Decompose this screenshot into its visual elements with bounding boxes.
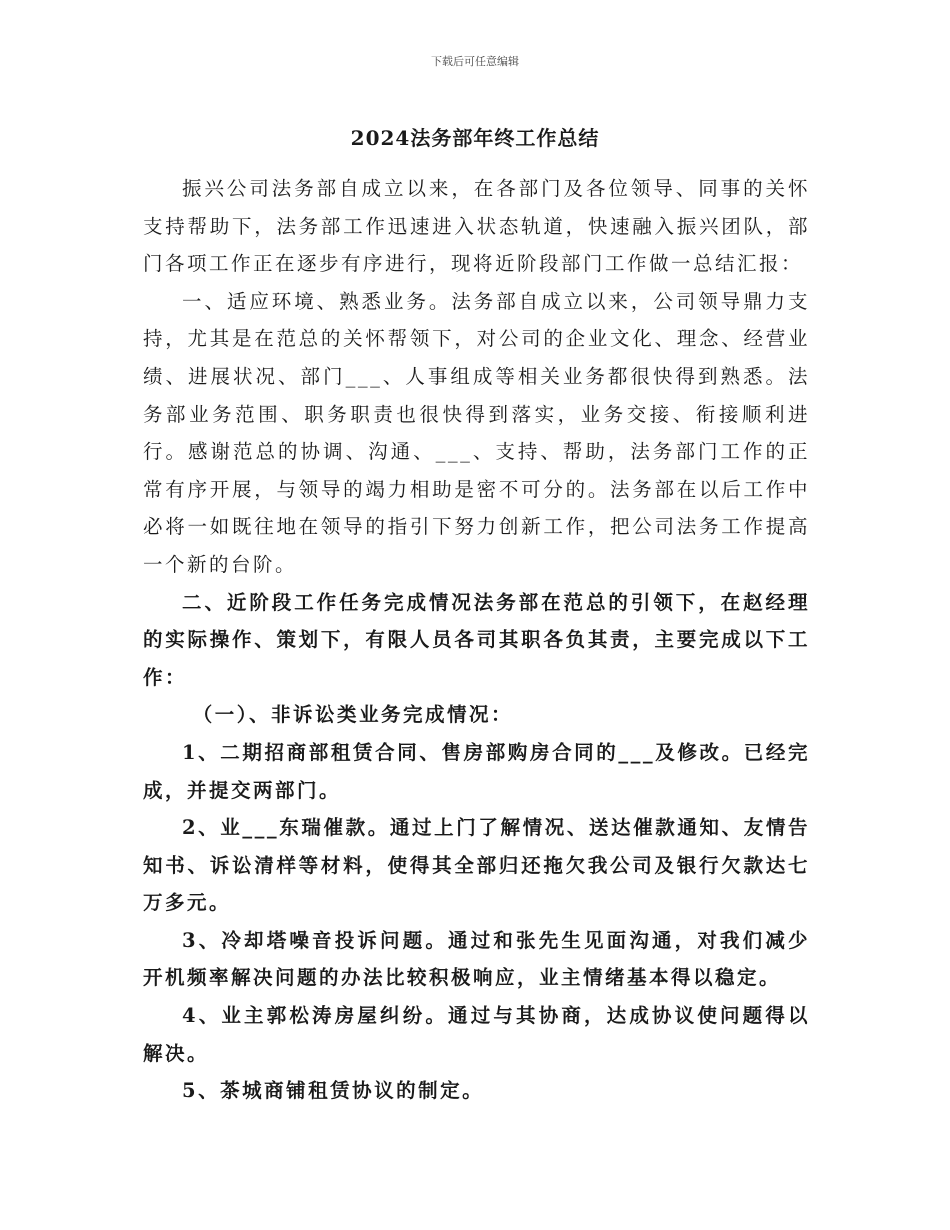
paragraph-subsection-1: （一）、非诉讼类业务完成情况： [192,703,513,727]
paragraph-section-2: 二、近阶段工作任务完成情况法务部在范总的引领下，在赵经理的实际操作、策划下，有限人员各司其职各负其责，主要完成以下工作： [143,590,810,689]
paragraph-item-5: 5、茶城商铺租赁协议的制定。 [182,1079,485,1103]
paragraph-item-3: 3、冷却塔噪音投诉问题。通过和张先生见面沟通，对我们减少开机频率解决问题的办法比较积极响应，业主情绪基本得以稳定。 [143,928,810,990]
paragraph-item-2: 2、业___东瑞催款。通过上门了解情况、送达催款通知、友情告知书、诉讼清样等材料，使得其全部归还拖欠我公司及银行欠款达七万多元。 [143,816,810,915]
paragraph-intro: 振兴公司法务部自成立以来，在各部门及各位领导、同事的关怀支持帮助下，法务部工作迅速进入状态轨道，快速融入振兴团队，部门各项工作正在逐步有序进行，现将近阶段部门工作做一总结汇报： [143,177,810,276]
document-title: 2024法务部年终工作总结 [350,126,600,150]
paragraph-item-1: 1、二期招商部租赁合同、售房部购房合同的___及修改。已经完成，并提交两部门。 [143,740,810,802]
paragraph-item-4: 4、业主郭松涛房屋纠纷。通过与其协商，达成协议使问题得以解决。 [143,1004,810,1065]
page-header-note: 下载后可任意编辑 [431,55,519,68]
paragraph-section-1: 一、适应环境、熟悉业务。法务部自成立以来，公司领导鼎力支持，尤其是在范总的关怀帮领下，对公司的企业文化、理念、经营业绩、进展状况、部门___、人事组成等相关业务都很快得到熟悉。法务部业务范围、职务职责也很快得到落实，业务交接、衔接顺利进行。感谢范总的协调、沟通、___、支持、帮助，法务部门工作的正常有序开展，与领导的竭力相助是密不可分的。法务部在以后工作中必将一如既往地在领导的指引下努力创新工作，把公司法务工作提高一个新的台阶。 [143,289,810,576]
document-body [143,170,810,1110]
